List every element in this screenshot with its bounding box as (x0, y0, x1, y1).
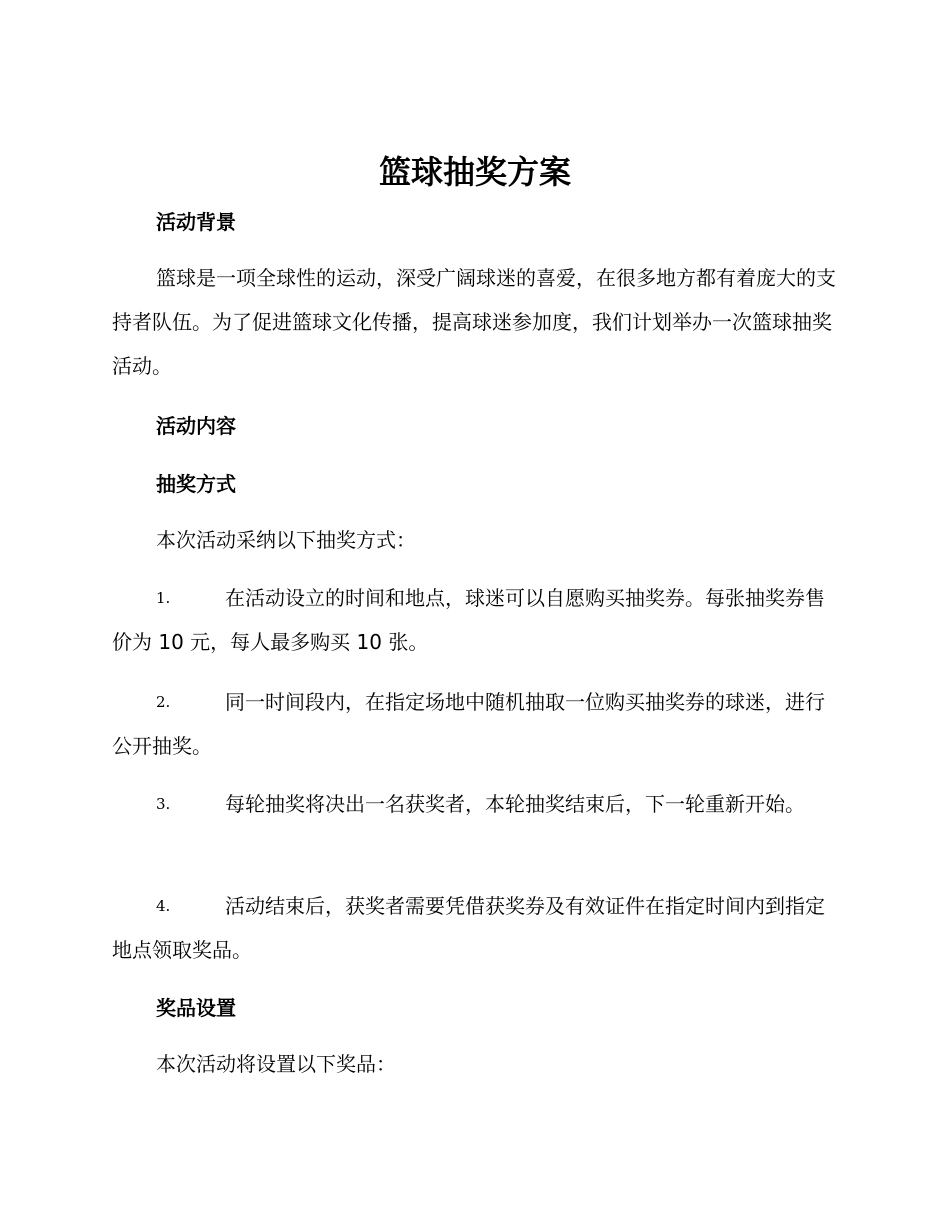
list-number: 2. (156, 693, 171, 711)
prize-heading: 奖品设置 (156, 996, 236, 1020)
method-heading: 抽奖方式 (156, 472, 236, 496)
list-text: 同一时间段内，在指定场地中随机抽取一位购买抽奖券的球迷，进行公开抽奖。 (112, 690, 825, 758)
list-item (112, 680, 836, 768)
list-item (112, 782, 836, 826)
list-number: 1. (156, 589, 171, 607)
background-heading: 活动背景 (156, 210, 236, 234)
document-title: 篮球抽奖方案 (378, 153, 571, 191)
list-text: 活动结束后，获奖者需要凭借获奖券及有效证件在指定时间内到指定地点领取奖品。 (112, 894, 825, 962)
list-item (112, 884, 836, 972)
prize-intro-paragraph: 本次活动将设置以下奖品： (156, 1052, 396, 1076)
list-number: 4. (156, 897, 171, 915)
method-intro-paragraph: 本次活动采纳以下抽奖方式： (156, 528, 416, 552)
list-number: 3. (156, 795, 171, 813)
content-heading: 活动内容 (156, 414, 236, 438)
list-text: 每轮抽奖将决出一名获奖者，本轮抽奖结束后，下一轮重新开始。 (225, 792, 805, 816)
list-item (112, 576, 836, 664)
background-paragraph: 篮球是一项全球性的运动，深受广阔球迷的喜爱，在很多地方都有着庞大的支持者队伍。为了促进篮球文化传播，提高球迷参加度，我们计划举办一次篮球抽奖活动。 (112, 266, 836, 378)
list-text: 在活动设立的时间和地点，球迷可以自愿购买抽奖券。每张抽奖券售价为 10 元，每人最多购买 10 张。 (112, 586, 825, 654)
